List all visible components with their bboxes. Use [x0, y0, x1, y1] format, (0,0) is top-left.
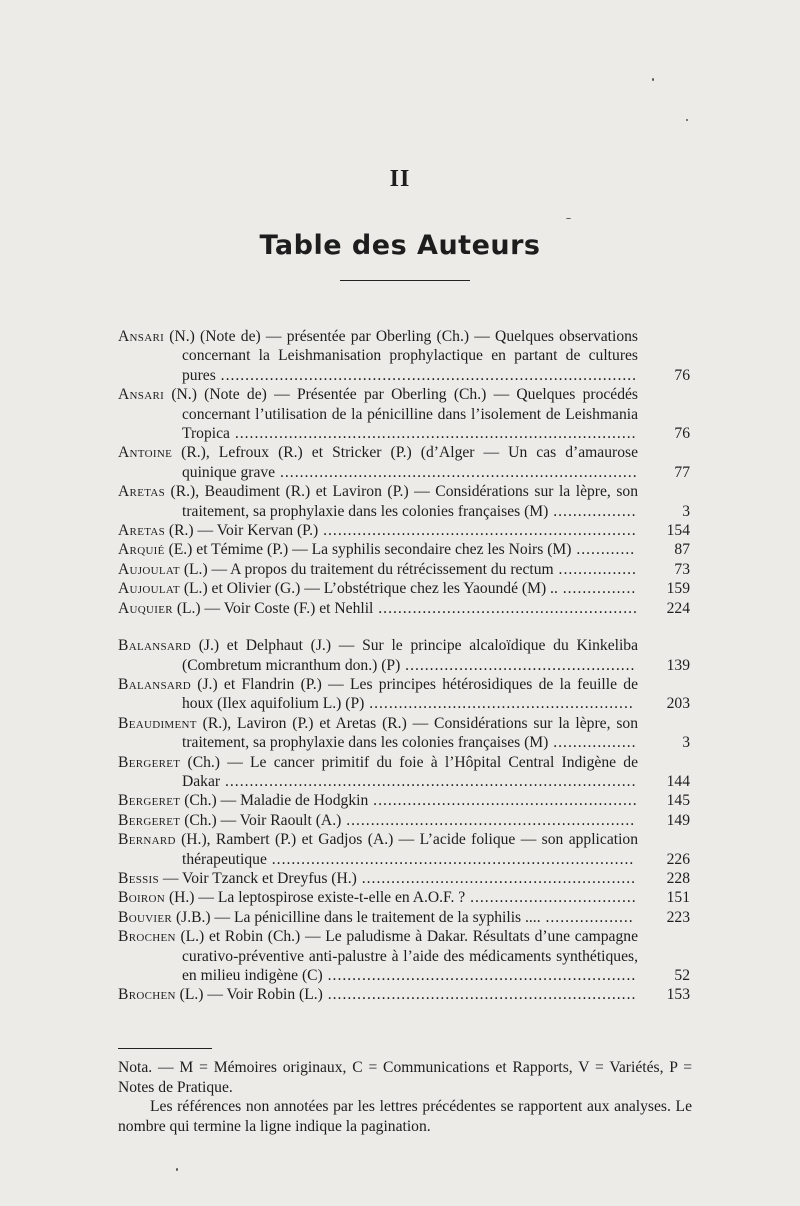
entry-description: (J.) et Delphaut (J.) — Sur le principe alcaloïdique du Kinkeliba (Combretum micranthum don.) (P) — [182, 637, 638, 674]
index-entry — [118, 675, 696, 714]
leader-dots: .......................................................................... — [266, 850, 635, 868]
author-index-list — [118, 327, 696, 1005]
page-number: 224 — [666, 599, 690, 617]
index-entry — [118, 869, 696, 888]
author-name: Bouvier — [118, 908, 173, 926]
page-number: 159 — [666, 580, 690, 598]
author-name: Beaudiment — [118, 714, 197, 732]
leader-dots: ............ — [571, 541, 636, 559]
index-entry — [118, 908, 696, 927]
entry-description: (H.) — La leptospirose existe-t-elle en A.O.F. ? — [165, 889, 466, 907]
page-number: 77 — [674, 463, 690, 481]
title-divider — [340, 280, 470, 281]
index-entry — [118, 753, 696, 792]
leader-dots: ............................................... — [400, 656, 636, 674]
page-number: 145 — [666, 792, 690, 810]
entry-text — [118, 675, 696, 714]
author-name: Aujoulat — [118, 580, 180, 598]
entry-text — [118, 385, 696, 443]
leader-dots: ................ — [553, 560, 637, 578]
entry-text — [118, 521, 696, 540]
entry-description: (N.) (Note de) — Présentée par Oberling (Ch.) — Quelques procédés concernant l’utilisation de la pénicilline dans l’isolement de Leishmania Tropica — [164, 386, 638, 443]
entry-text — [118, 560, 696, 579]
entry-description: (Ch.) — Maladie de Hodgkin — [180, 792, 369, 810]
entry-description: (L.) — Voir Coste (F.) et Nehlil — [172, 599, 374, 617]
author-name: Ansari — [118, 328, 165, 345]
entry-text — [118, 753, 696, 792]
entry-text — [118, 540, 696, 559]
index-entry — [118, 599, 696, 618]
index-entry — [118, 579, 696, 598]
entry-text — [118, 908, 696, 927]
author-name: Ansari — [118, 386, 165, 404]
entry-description: (L.) et Robin (Ch.) — Le paludisme à Dakar. Résultats d’une campagne curativo-préventive anti-palustre à l’aide des médicaments synthétiques, en milieu indigène (C) — [175, 928, 638, 984]
entry-text — [118, 579, 696, 598]
leader-dots: ................. — [548, 502, 637, 520]
leader-dots: .................................................................................... — [220, 772, 637, 790]
leader-dots: ............... — [557, 580, 637, 598]
index-entry — [118, 811, 696, 830]
index-entry — [118, 560, 696, 579]
author-name: Bessis — [118, 869, 159, 887]
leader-dots: .................................. — [465, 889, 637, 907]
index-entry — [118, 985, 696, 1004]
leader-dots: ...................................................... — [368, 792, 638, 810]
leader-dots: ................. — [548, 734, 637, 752]
entry-description: (L.) — A propos du traitement du rétrécissement du rectum — [179, 560, 554, 578]
page-number: 154 — [666, 522, 690, 540]
page-number: 223 — [666, 908, 690, 926]
index-entry — [118, 521, 696, 540]
entry-text — [118, 482, 696, 521]
entry-text — [118, 599, 696, 618]
entry-description: — Voir Tzanck et Dreyfus (H.) — [158, 869, 357, 887]
entry-text — [118, 443, 696, 482]
leader-dots: ............................................................... — [322, 967, 637, 984]
page-number: 76 — [674, 366, 690, 384]
index-entry — [118, 830, 696, 869]
entry-description: (E.) et Témime (P.) — La syphilis secondaire chez les Noirs (M) — [164, 541, 572, 559]
page-number: 52 — [674, 967, 690, 984]
entry-text — [118, 327, 696, 385]
page-number: 3 — [682, 502, 690, 520]
nota-explanation: Les références non annotées par les lettres précédentes se rapportent aux analyses. Le nombre qui termine la ligne indique la pagination. — [118, 1098, 692, 1135]
entry-text — [118, 714, 696, 753]
page-number: 87 — [674, 541, 690, 559]
author-name: Bergeret — [118, 811, 181, 829]
entry-text — [118, 888, 696, 907]
author-name: Balansard — [118, 637, 191, 655]
scan-speck — [652, 78, 654, 81]
leader-dots: ........................................................ — [356, 869, 637, 887]
entry-text — [118, 791, 696, 810]
leader-dots: ..................................................... — [373, 599, 638, 617]
author-name: Balansard — [118, 675, 191, 693]
index-entry — [118, 888, 696, 907]
index-entry — [118, 385, 696, 443]
entry-description: (H.), Rambert (P.) et Gadjos (A.) — L’acide folique — son application thérapeutique — [175, 831, 638, 868]
entry-description: (Ch.) — Voir Raoult (A.) — [180, 811, 342, 829]
entry-description: (R.), Laviron (P.) et Aretas (R.) — Considérations sur la lèpre, son traitement, sa prophylaxie dans les colonies françaises (M) — [182, 714, 638, 752]
author-name: Brochen — [118, 928, 176, 946]
page-number: 153 — [666, 986, 690, 1004]
author-name: Auquier — [118, 599, 173, 617]
entry-text — [118, 811, 696, 830]
leader-dots: ........................................................... — [341, 811, 636, 829]
author-name: Bernard — [118, 831, 176, 849]
page-number: 144 — [666, 772, 690, 790]
author-name: Aretas — [118, 483, 166, 501]
page-number: 151 — [666, 889, 690, 907]
entry-description: (L.) — Voir Robin (L.) — [175, 986, 323, 1004]
page-number: 226 — [666, 850, 690, 868]
page-number: 149 — [666, 811, 690, 829]
leader-dots: ...................................................... — [364, 695, 634, 713]
index-entry — [118, 540, 696, 559]
author-name: Bergeret — [118, 792, 181, 810]
page-number: 73 — [674, 560, 690, 578]
leader-dots: .................................................................................. — [229, 425, 637, 443]
leader-dots: ..................................................................................... — [215, 366, 638, 384]
entry-description: (J.) et Flandrin (P.) — Les principes hétérosidiques de la feuille de houx (Ilex aquifolium L.) (P) — [182, 675, 638, 713]
index-entry — [118, 927, 696, 985]
section-gap — [118, 618, 696, 636]
entry-description: (N.) (Note de) — présentée par Oberling (Ch.) — Quelques observations concernant la Leishmanisation prophylactique en partant de cultures pures — [164, 328, 638, 384]
leader-dots: ................................................................ — [318, 522, 637, 540]
leader-dots: ............................................................... — [322, 986, 637, 1004]
nota-legend: Nota. — M = Mémoires originaux, C = Communications et Rapports, V = Variétés, P = Notes de Pratique. — [118, 1059, 692, 1096]
page-title: Table des Auteurs — [259, 230, 541, 261]
index-entry — [118, 791, 696, 810]
index-entry — [118, 482, 696, 521]
nota-divider — [118, 1048, 212, 1049]
page-number: 228 — [666, 869, 690, 887]
page-number: 203 — [666, 695, 690, 713]
author-name: Aretas — [118, 522, 166, 540]
author-name: Antoine — [118, 444, 173, 462]
page-number: 139 — [666, 656, 690, 674]
entry-description: (R.) — Voir Kervan (P.) — [165, 522, 319, 540]
nota-block — [118, 1058, 692, 1136]
entry-description: (Ch.) — Le cancer primitif du foie à l’Hôpital Central Indigène de Dakar — [180, 753, 638, 790]
scan-speck — [686, 119, 688, 121]
entry-text — [118, 927, 696, 985]
entry-text — [118, 636, 696, 675]
entry-text — [118, 869, 696, 888]
entry-text — [118, 985, 696, 1004]
index-entry — [118, 714, 696, 753]
page-number: 3 — [682, 734, 690, 752]
index-entry — [118, 636, 696, 675]
leader-dots: .................. — [540, 908, 634, 926]
entry-description: (J.B.) — La pénicilline dans le traitement de la syphilis .... — [172, 908, 541, 926]
section-number: II — [389, 166, 411, 192]
index-entry — [118, 327, 696, 385]
author-name: Arquié — [118, 541, 165, 559]
page-number: 76 — [674, 425, 690, 443]
author-name: Aujoulat — [118, 560, 180, 578]
entry-description: (L.) et Olivier (G.) — L’obstétrique chez les Yaoundé (M) .. — [179, 580, 558, 598]
author-name: Boiron — [118, 889, 166, 907]
scan-speck — [566, 218, 571, 219]
leader-dots: ......................................................................... — [275, 463, 638, 481]
entry-text — [118, 830, 696, 869]
index-entry — [118, 443, 696, 482]
entry-description: (R.), Beaudiment (R.) et Laviron (P.) — Considérations sur la lèpre, son traitement, sa prophylaxie dans les colonies françaises (M) — [165, 483, 638, 520]
entry-description: (R.), Lefroux (R.) et Stricker (P.) (d’Alger — Un cas d’amaurose quinique grave — [172, 444, 638, 481]
author-name: Brochen — [118, 986, 176, 1004]
scan-speck — [176, 1168, 178, 1171]
author-name: Bergeret — [118, 753, 181, 771]
